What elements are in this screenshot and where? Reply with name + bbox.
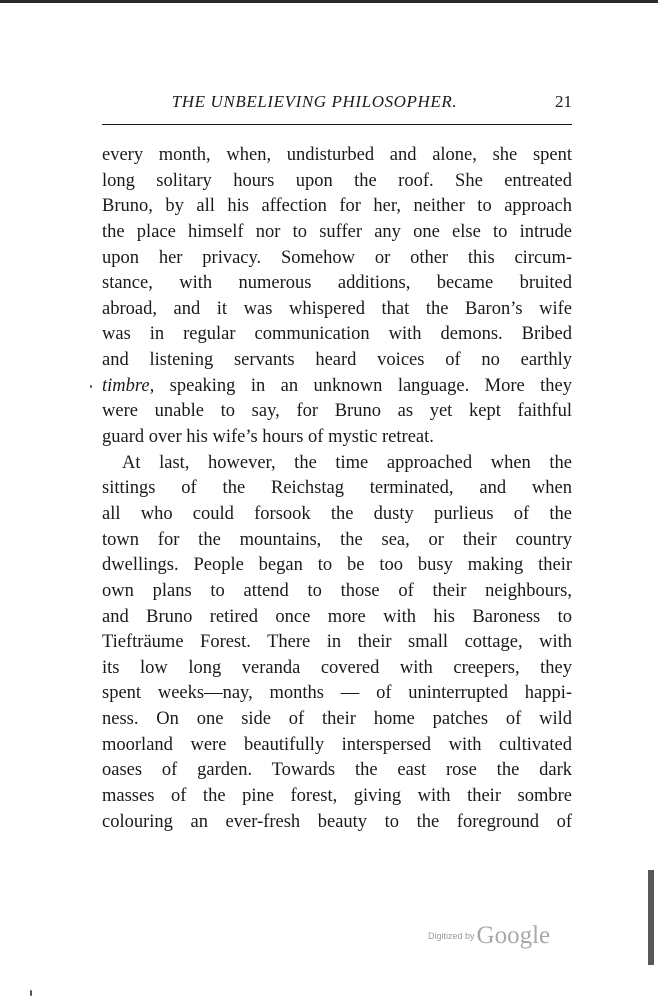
text-line: colouring an ever-fresh beauty to the foreground of	[102, 811, 572, 832]
text-line: own plans to attend to those of their neighbours,	[102, 580, 572, 601]
text-line: abroad, and it was whispered that the Baron’s wife	[102, 298, 572, 319]
watermark-prefix: Digitized by	[428, 931, 475, 941]
text-run: speaking in an unknown language. More they	[154, 375, 572, 396]
watermark-brand: Google	[476, 922, 551, 949]
text-line: oases of garden. Towards the east rose the dark	[102, 760, 572, 781]
running-head	[102, 90, 572, 114]
paragraph-end-line: guard over his wife’s hours of mystic retreat.	[102, 427, 434, 448]
text-line: masses of the pine forest, giving with their sombre	[102, 786, 572, 807]
text-line: all who could forsook the dusty purlieus of the	[102, 503, 572, 524]
body-text	[102, 143, 572, 835]
ink-speck	[90, 385, 92, 388]
header-rule	[102, 124, 572, 125]
text-line: spent weeks—nay, months — of uninterrupted happi-	[102, 683, 572, 704]
text-line: upon her privacy. Somehow or other this circum-	[102, 247, 572, 268]
text-line	[102, 374, 572, 400]
text-line: was in regular communication with demons. Bribed	[102, 324, 572, 345]
text-line: dwellings. People began to be too busy making their	[102, 555, 572, 576]
italic-word: timbre,	[102, 375, 155, 396]
ink-speck	[30, 990, 32, 996]
text-line: moorland were beautifully interspersed with cultivated	[102, 734, 572, 755]
text-line: sittings of the Reichstag terminated, and when	[102, 478, 572, 499]
text-line: long solitary hours upon the roof. She entreated	[102, 170, 572, 191]
text-line: and listening servants heard voices of no earthly	[102, 350, 572, 371]
text-line: town for the mountains, the sea, or their country	[102, 529, 572, 550]
page-number: 21	[555, 92, 572, 111]
text-line: stance, with numerous additions, became bruited	[102, 273, 572, 294]
page-top-edge	[0, 0, 658, 3]
text-line: ness. On one side of their home patches of wild	[102, 709, 572, 730]
text-line: every month, when, undisturbed and alone, she spent	[102, 145, 572, 165]
text-line: and Bruno retired once more with his Baroness to	[102, 606, 572, 627]
text-line: its low long veranda covered with creepers, they	[102, 657, 572, 678]
running-title: THE UNBELIEVING PHILOSOPHER.	[171, 92, 458, 111]
text-line: Bruno, by all his affection for her, neither to approach	[102, 196, 572, 217]
digitized-by-google-watermark	[428, 922, 550, 958]
text-line: were unable to say, for Bruno as yet kept faithful	[102, 401, 572, 422]
text-line: Tiefträume Forest. There in their small cottage, with	[102, 632, 572, 653]
paragraph-start-line: At last, however, the time approached when the	[122, 452, 572, 473]
page-binding-shadow	[648, 870, 654, 965]
text-line: the place himself nor to suffer any one else to intrude	[102, 221, 572, 242]
